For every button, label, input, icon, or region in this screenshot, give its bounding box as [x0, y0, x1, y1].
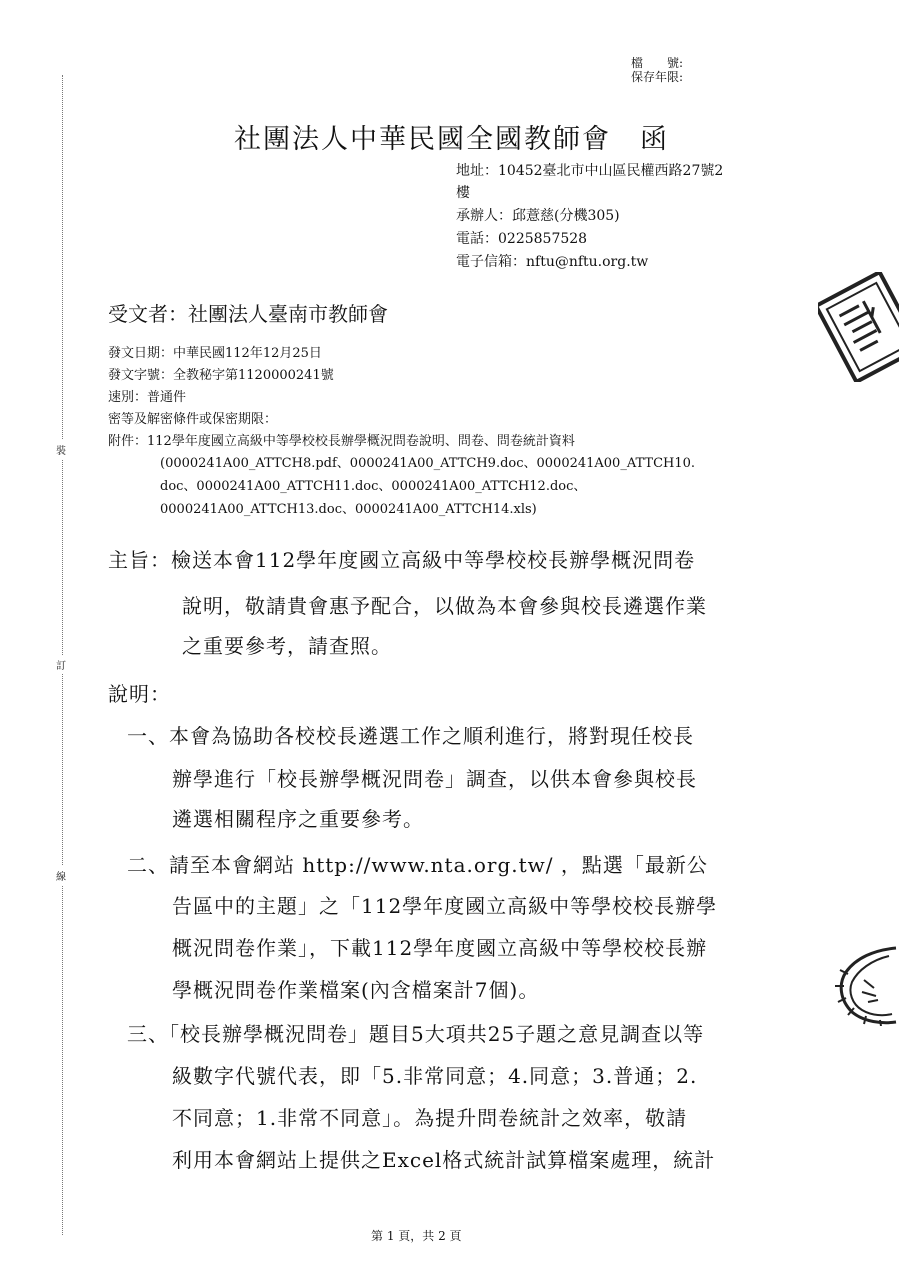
receipt-stamp-icon — [818, 272, 899, 382]
subject-line-1: 主旨：檢送本會112學年度國立高級中等學校校長辦學概況問卷 — [108, 548, 696, 572]
subject-line-3: 之重要參考，請查照。 — [182, 634, 392, 658]
letter-title: 社團法人中華民國全國教師會 函 — [234, 124, 669, 155]
address-line-1: 地址：10452臺北市中山區民權西路27號2 — [456, 163, 724, 179]
subject-line-2: 說明，敬請貴會惠予配合，以做為本會參與校長遴選作業 — [182, 594, 707, 618]
item-3-line-2: 級數字代號代表，即「5.非常同意；4.同意；3.普通；2. — [172, 1064, 698, 1088]
contact-person: 承辦人：邱薏慈(分機305) — [456, 208, 620, 224]
secrecy-level: 密等及解密條件或保密期限： — [108, 412, 278, 427]
item-2-line-1: 二、請至本會網站 http://www.nta.org.tw/ ，點選「最新公 — [127, 853, 708, 877]
issue-date: 發文日期：中華民國112年12月25日 — [108, 346, 322, 361]
document-number: 發文字號：全教秘字第1120000241號 — [108, 368, 334, 383]
item-2-line-2: 告區中的主題」之「112學年度國立高級中等學校校長辦學 — [172, 894, 718, 918]
item-1-line-1: 一、本會為協助各校校長遴選工作之順利進行，將對現任校長 — [127, 724, 694, 748]
explanation-heading: 說明： — [108, 682, 171, 706]
binding-mark-middle: 訂 — [56, 655, 66, 674]
item-2-line-3: 概況問卷作業」，下載112學年度國立高級中等學校校長辦 — [172, 936, 708, 960]
item-3-line-1: 三、「校長辦學概況問卷」題目5大項共25子題之意見調查以等 — [127, 1022, 705, 1046]
item-1-line-2: 辦學進行「校長辦學概況問卷」調查，以供本會參與校長 — [172, 767, 697, 791]
attachments-line-4: 0000241A00_ATTCH13.doc、0000241A00_ATTCH14.xls) — [160, 502, 537, 517]
item-2-line-4: 學概況問卷作業檔案(內含檔案計7個)。 — [172, 978, 540, 1002]
attachments-line-1: 附件：112學年度國立高級中等學校校長辦學概況問卷說明、問卷、問卷統計資料 — [108, 434, 575, 449]
item-1-line-3: 遴選相關程序之重要參考。 — [172, 807, 424, 831]
phone-number: 電話：0225857528 — [456, 231, 588, 247]
email-address: 電子信箱：nftu@nftu.org.tw — [456, 254, 649, 270]
attachments-line-3: doc、0000241A00_ATTCH11.doc、0000241A00_ATTCH12.doc、 — [160, 479, 587, 494]
delivery-speed: 速別：普通件 — [108, 390, 187, 405]
page-number: 第 1 頁，共 2 頁 — [371, 1229, 462, 1243]
retention-period-label: 保存年限: — [630, 70, 683, 84]
perforation-seal-icon — [834, 944, 899, 1026]
attachments-line-2: (0000241A00_ATTCH8.pdf、0000241A00_ATTCH9.doc、0000241A00_ATTCH10. — [160, 456, 696, 471]
binding-mark-top: 裝 — [56, 440, 66, 459]
recipient: 受文者：社團法人臺南市教師會 — [108, 302, 388, 326]
address-line-2: 樓 — [456, 185, 470, 201]
binding-mark-bottom: 線 — [56, 866, 66, 885]
item-3-line-3: 不同意；1.非常不同意」。為提升問卷統計之效率，敬請 — [172, 1106, 688, 1130]
item-3-line-4: 利用本會網站上提供之Excel格式統計試算檔案處理，統計 — [172, 1148, 716, 1172]
file-number-label: 檔 號: — [630, 56, 683, 70]
